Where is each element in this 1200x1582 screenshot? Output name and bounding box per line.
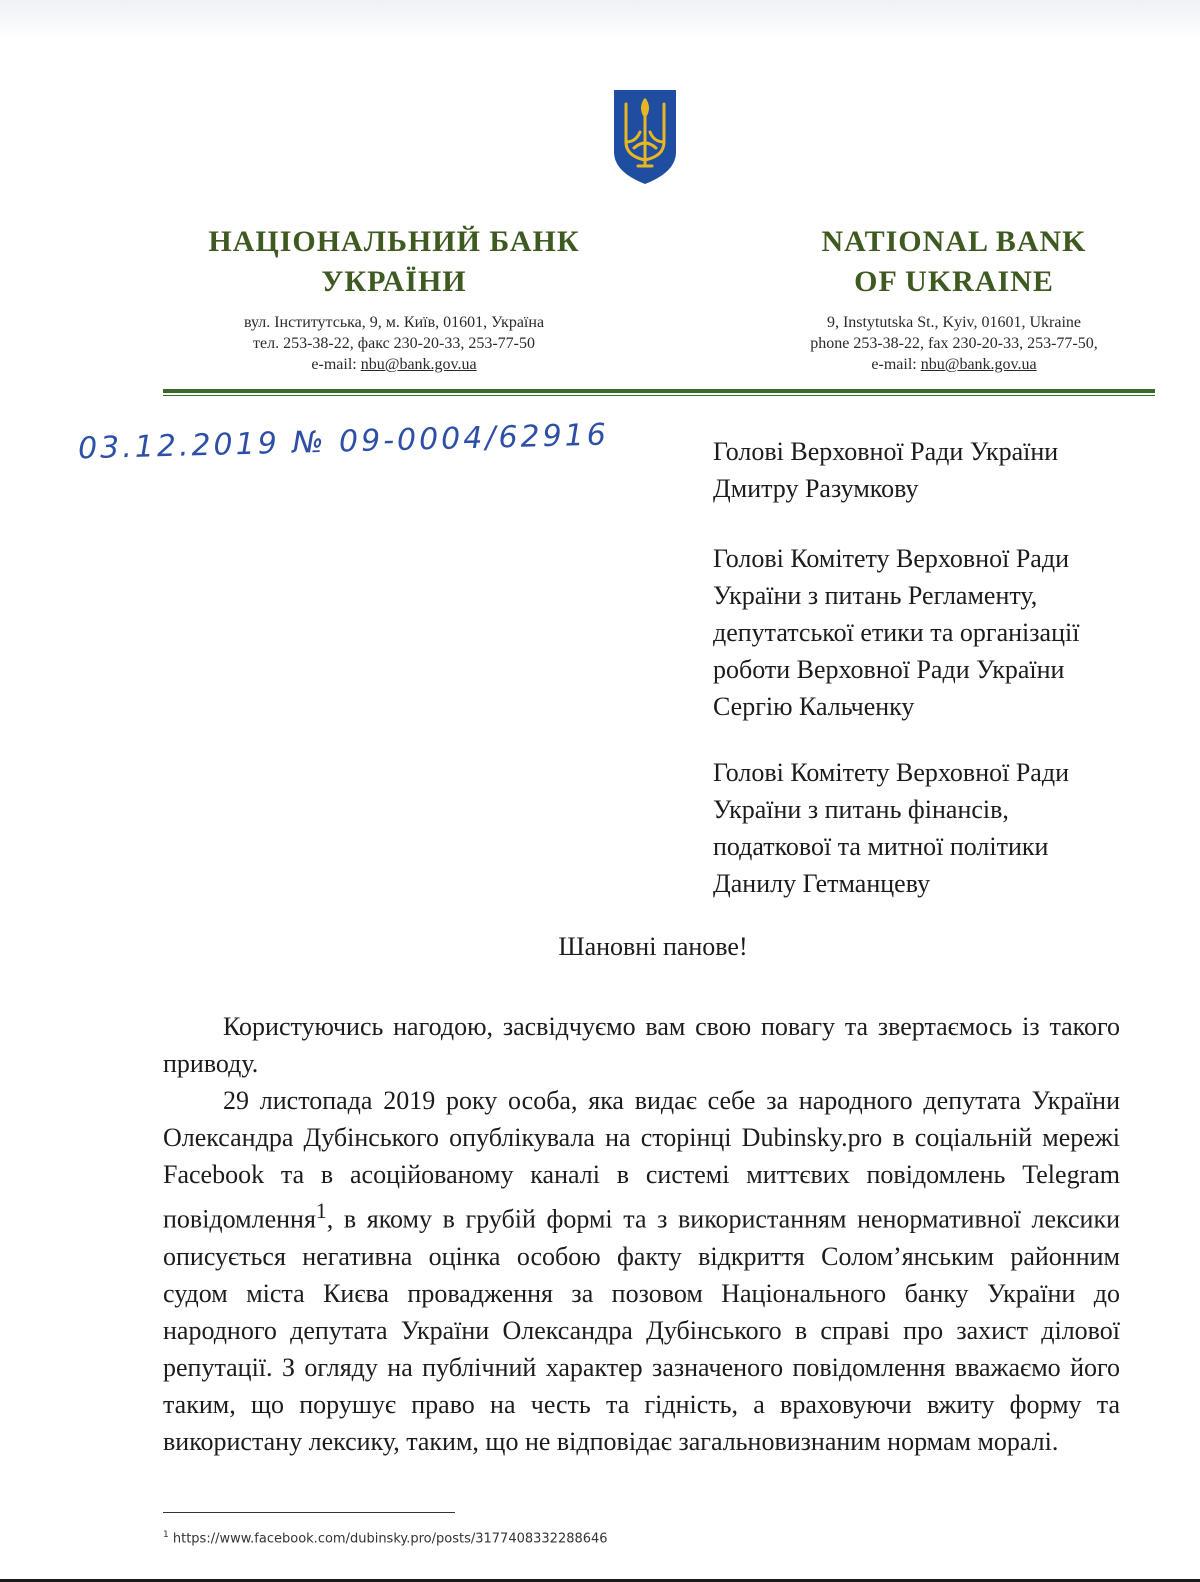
coat-of-arms-icon (610, 86, 680, 186)
address-ua: вул. Інститутська, 9, м. Київ, 01601, Україна (243, 314, 545, 331)
addressee-block-3 (713, 754, 1143, 902)
bank-contacts-english (694, 312, 1200, 375)
bank-name-en-line2: OF UKRAINE (854, 265, 1054, 298)
bank-name-ua-line2: УКРАЇНИ (321, 265, 467, 298)
bank-name-ua-line1: НАЦІОНАЛЬНИЙ БАНК (208, 225, 580, 258)
addressee-line: України з питань Регламенту, (713, 581, 1038, 610)
footnote-marker[interactable]: 1 (315, 1199, 327, 1223)
addressee-line: податкової та митної політики (713, 832, 1049, 861)
addressee-line: Сергію Кальченку (713, 692, 915, 721)
email-link-ua[interactable]: nbu@bank.gov.ua (360, 356, 477, 373)
letterhead-divider (163, 389, 1155, 393)
body-paragraph-1: Користуючись нагодою, засвідчуємо вам свою повагу та звертаємось із такого приводу. (163, 1012, 1120, 1078)
body-paragraph-2-part1: 29 листопада 2019 року особа, яка видає себе за народного депутата України Олександра Дубінського опублікувала на сторінці Dubinsky.pro в соціальній мережі Facebook та в асоційованому каналі в системі миттєвих повідомлень Telegram повідомлення (163, 1086, 1120, 1234)
email-label-en: e-mail: (871, 356, 921, 373)
footnote-number: 1 (163, 1530, 169, 1540)
address-en: 9, Instytutska St., Kyiv, 01601, Ukraine (826, 314, 1082, 331)
email-link-en[interactable]: nbu@bank.gov.ua (920, 356, 1037, 373)
addressee-line: України з питань фінансів, (713, 795, 1009, 824)
email-ua-row (134, 354, 654, 375)
addressee-block-2 (713, 540, 1143, 725)
bank-name-ukrainian (134, 222, 654, 302)
addressee-line: Данилу Гетманцеву (713, 869, 931, 898)
addressee-block-1 (713, 433, 1143, 507)
addressee-line: роботи Верховної Ради України (713, 655, 1065, 684)
registration-number: 03.12.2019 № 09-0004/62916 (77, 417, 610, 467)
addressee-line: Дмитру Разумкову (713, 474, 919, 503)
footnote (163, 1530, 1123, 1546)
phones-ua: тел. 253-38-22, факс 230-20-33, 253-77-50 (253, 335, 535, 352)
body-paragraph-2-part2: , в якому в грубій формі та з використанням ненормативної лексики описується негативна оцінка особою факту відкриття Солом’янським районним судом міста Києва провадження за позовом Національного банку України до народного депутата України Олександра Дубінського в справі про захист ділової репутації. З огляду на публічний характер зазначеного повідомлення вважаємо його таким, що порушує право на честь та гідність, а враховуючи вжиту форму та використану лексику, таким, що не відповідає загальновизнаним нормам моралі. (163, 1204, 1120, 1456)
letterhead-divider-thin (163, 395, 1155, 396)
footnote-divider (163, 1512, 455, 1513)
salutation: Шановні панове! (558, 932, 748, 961)
bank-name-english (694, 222, 1200, 302)
addressee-line: Голові Комітету Верховної Ради (713, 758, 1069, 787)
addressee-line: Голові Верховної Ради України (713, 437, 1059, 466)
phones-en: phone 253-38-22, fax 230-20-33, 253-77-50, (810, 335, 1098, 352)
bank-contacts-ukrainian (134, 312, 654, 375)
body-paragraph-2 (163, 1082, 1120, 1460)
addressee-line: Голові Комітету Верховної Ради (713, 544, 1069, 573)
bank-name-en-line1: NATIONAL BANK (821, 225, 1087, 258)
footnote-url[interactable]: https://www.facebook.com/dubinsky.pro/posts/3177408332288646 (172, 1531, 608, 1547)
scan-edge-shadow (0, 0, 1200, 40)
addressee-line: депутатської етики та організації (713, 618, 1080, 647)
email-en-row (694, 354, 1200, 375)
email-label-ua: e-mail: (311, 356, 361, 373)
letter-body (163, 1008, 1120, 1460)
